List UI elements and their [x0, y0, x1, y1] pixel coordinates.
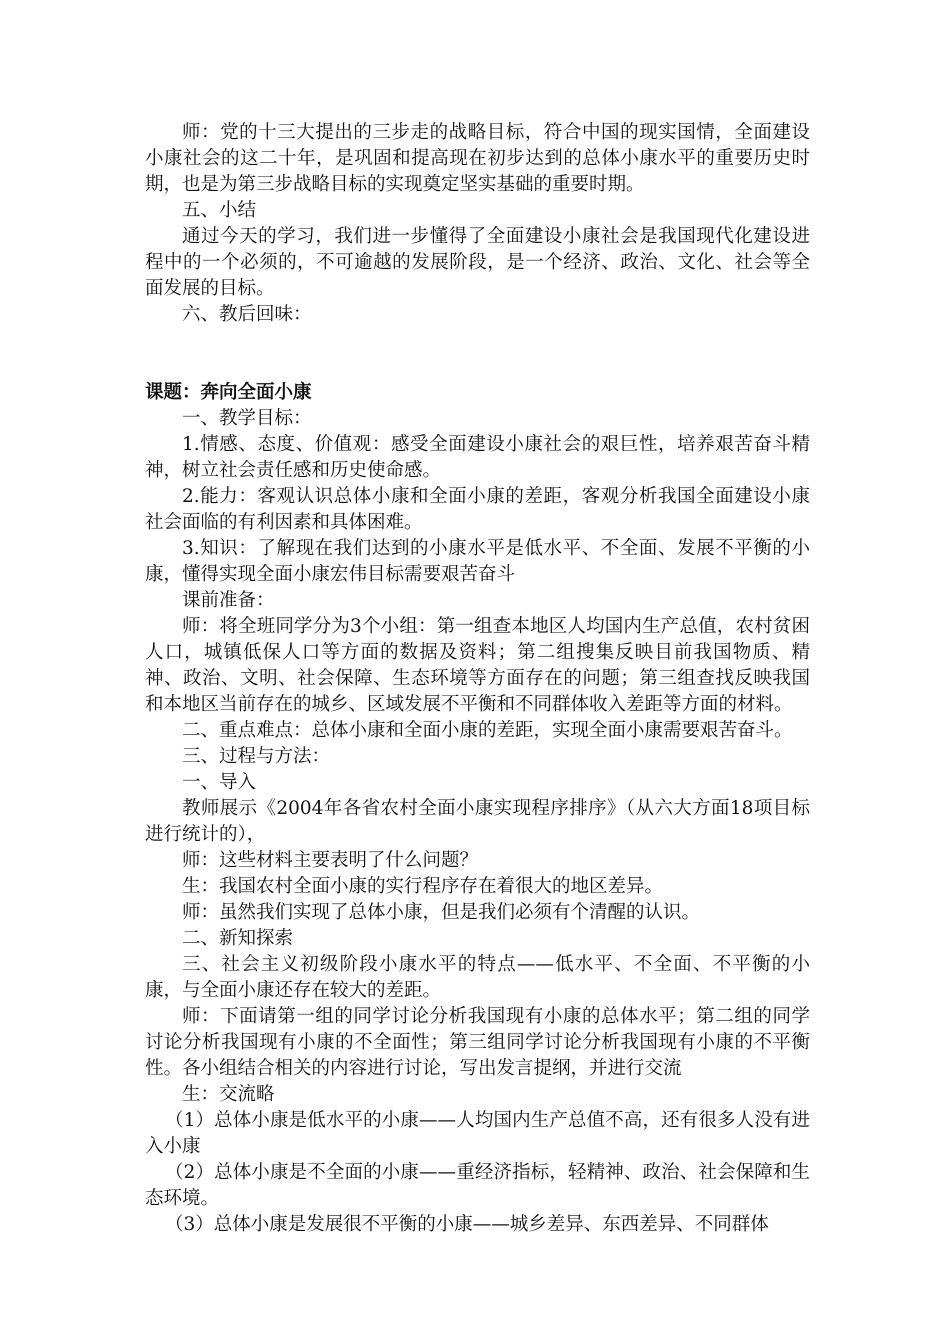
- paragraph: 三、社会主义初级阶段小康水平的特点——低水平、不全面、不平衡的小康，与全面小康还存在较大的差距。: [145, 954, 810, 1001]
- section-heading: 三、过程与方法：: [182, 746, 331, 767]
- section-heading: 六、教后回味：: [182, 304, 312, 325]
- paragraph: 通过今天的学习，我们进一步懂得了全面建设小康社会是我国现代化建设进程中的一个必须的，不可逾越的发展阶段，是一个经济、政治、文化、社会等全面发展的目标。: [145, 226, 810, 299]
- paragraph: 师：将全班同学分为3个小组：第一组查本地区人均国内生产总值，农村贫困人口，城镇低保人口等方面的数据及资料；第二组搜集反映目前我国物质、精神、政治、文明、社会保障、生态环境等方面存在的问题；第三组查找反映我国和本地区当前存在的城乡、区域发展不平衡和不同群体收入差距等方面的材料。: [145, 616, 810, 715]
- paragraph: 2.能力：客观认识总体小康和全面小康的差距，客观分析我国全面建设小康社会面临的有利因素和具体困难。: [145, 486, 810, 533]
- paragraph: 二、重点难点：总体小康和全面小康的差距，实现全面小康需要艰苦奋斗。: [182, 720, 793, 741]
- section-heading: 一、导入: [182, 772, 257, 793]
- document-page: [145, 120, 810, 1238]
- list-item: （2）总体小康是不全面的小康——重经济指标，轻精神、政治、社会保障和生态环境。: [145, 1162, 810, 1209]
- paragraph: 师：这些材料主要表明了什么问题？: [182, 850, 479, 871]
- paragraph: 1.情感、态度、价值观：感受全面建设小康社会的艰巨性，培养艰苦奋斗精神，树立社会责任感和历史使命感。: [145, 434, 810, 481]
- section-heading: 五、小结: [182, 200, 257, 221]
- lesson-title: 课题：奔向全面小康: [145, 382, 312, 403]
- list-item: （1）总体小康是低水平的小康——人均国内生产总值不高，还有很多人没有进入小康: [145, 1110, 810, 1157]
- paragraph: 教师展示《2004年各省农村全面小康实现程序排序》（从六大方面18项目标进行统计的），: [145, 798, 810, 845]
- paragraph: 3.知识：了解现在我们达到的小康水平是低水平、不全面、发展不平衡的小康，懂得实现全面小康宏伟目标需要艰苦奋斗: [145, 538, 810, 585]
- list-item: （3）总体小康是发展很不平衡的小康——城乡差异、东西差异、不同群体: [165, 1214, 769, 1235]
- paragraph: 生：交流略: [182, 1084, 275, 1105]
- paragraph: 师：虽然我们实现了总体小康，但是我们必须有个清醒的认识。: [182, 902, 701, 923]
- paragraph: 师：下面请第一组的同学讨论分析我国现有小康的总体水平；第二组的同学讨论分析我国现有小康的不全面性；第三组同学讨论分析我国现有小康的不平衡性。各小组结合相关的内容进行讨论，写出发言提纲，并进行交流: [145, 1006, 810, 1079]
- paragraph: 师：党的十三大提出的三步走的战略目标，符合中国的现实国情，全面建设小康社会的这二十年，是巩固和提高现在初步达到的总体小康水平的重要历史时期，也是为第三步战略目标的实现奠定坚实基础的重要时期。: [145, 122, 810, 195]
- paragraph: 生：我国农村全面小康的实行程序存在着很大的地区差异。: [182, 876, 664, 897]
- section-heading: 二、新知探索: [182, 928, 294, 949]
- section-heading: 一、教学目标：: [182, 408, 312, 429]
- section-heading: 课前准备：: [182, 590, 275, 611]
